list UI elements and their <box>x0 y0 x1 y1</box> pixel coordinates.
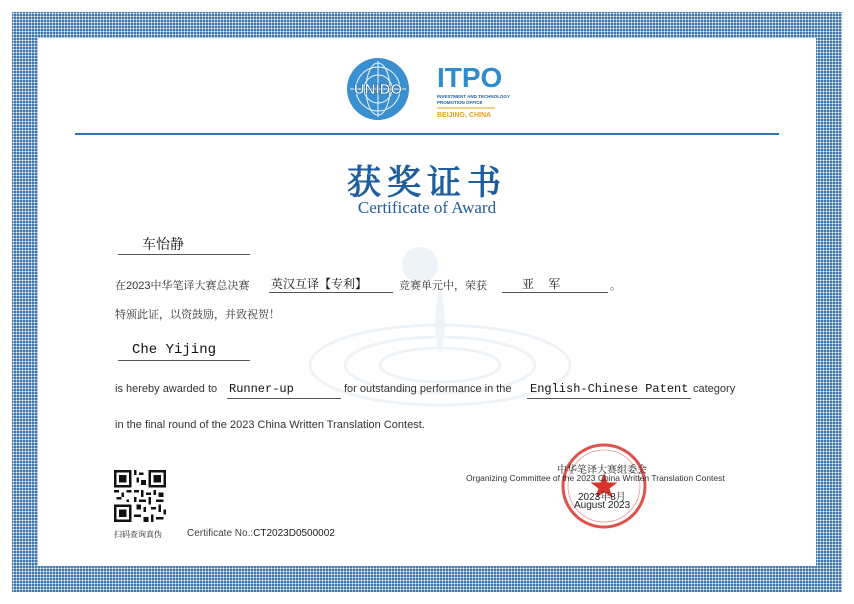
organizer-english: Organizing Committee of the 2023 China Written Translation Contest <box>466 473 725 483</box>
recipient-cn-underline <box>118 254 250 255</box>
date-chinese: 2023年8月 <box>578 492 626 503</box>
itpo-text: ITPO <box>437 62 503 93</box>
en-body-p2: for outstanding performance in the <box>344 383 512 395</box>
recipient-en-underline <box>118 360 250 361</box>
itpo-sub-2: PROMOTION OFFICE <box>437 100 483 105</box>
official-seal <box>560 442 648 530</box>
itpo-city: BEIJING, CHINA <box>437 112 492 119</box>
en-body-award: Runner-up <box>229 382 294 396</box>
cn-body-prefix: 在2023中华笔译大赛总决赛 <box>115 280 250 292</box>
organizer-chinese: 中华笔译大赛组委会 <box>557 465 647 476</box>
en-body-line2: in the final round of the 2023 China Written Translation Contest. <box>115 419 425 431</box>
en-category-underline <box>527 398 691 399</box>
cn-body-category: 英汉互译【专利】 <box>271 278 368 292</box>
qr-code <box>114 470 166 522</box>
itpo-sub-1: INVESTMENT AND TECHNOLOGY <box>437 94 510 99</box>
unido-logo <box>347 58 409 120</box>
itpo-logo <box>437 62 510 119</box>
en-body-p1: is hereby awarded to <box>115 383 218 395</box>
en-body-p3: category <box>693 383 736 395</box>
unido-text: UNIDO <box>353 81 403 98</box>
cn-body-middle: 竞赛单元中，荣获 <box>399 280 487 292</box>
recipient-name-english: Che Yijing <box>132 342 217 358</box>
cn-body-line2: 特颁此证，以资鼓励，并致祝贺！ <box>115 309 280 321</box>
recipient-name-chinese: 车怡静 <box>142 238 184 254</box>
date-english: August 2023 <box>574 500 631 511</box>
title-chinese: 获奖证书 <box>347 163 507 203</box>
cn-body-end: 。 <box>610 280 621 292</box>
cn-award-underline <box>502 292 608 293</box>
title-english: Certificate of Award <box>357 198 497 217</box>
en-award-underline <box>227 398 341 399</box>
header-rule <box>75 133 779 135</box>
cn-body-award: 亚 军 <box>522 278 561 292</box>
qr-caption: 扫码查询真伪 <box>114 530 162 539</box>
logos <box>345 56 515 126</box>
en-body-category: English-Chinese Patent <box>530 382 689 396</box>
certificate-number-value: CT2023D0500002 <box>253 528 335 539</box>
cn-category-underline <box>269 292 393 293</box>
certificate-number <box>187 528 335 539</box>
certificate-number-label: Certificate No.: <box>187 528 254 539</box>
